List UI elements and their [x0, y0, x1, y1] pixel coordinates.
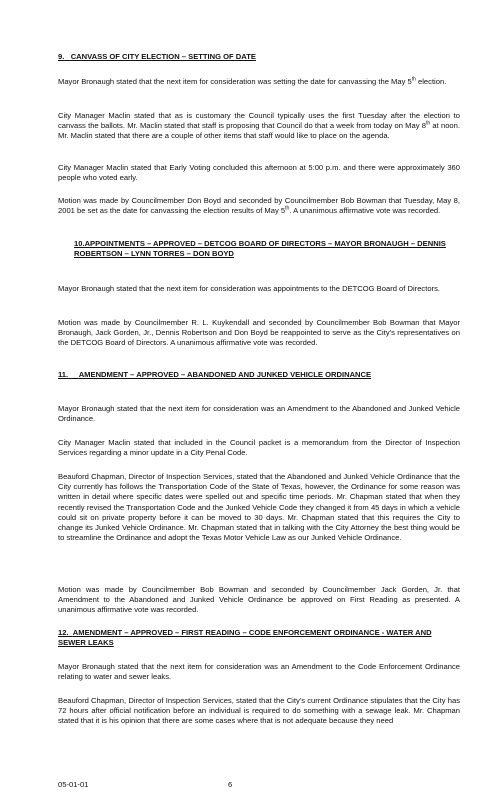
section-heading-9: [58, 52, 460, 62]
paragraph: Motion was made by Councilmember R. L. Kuykendall and seconded by Councilmember Bob Bowman that Mayor Bronaugh, Jack Gorden, Jr., Dennis Robertson and Don Boyd be reappointed to serve as the City's representatives on the DETCOG Board of Directors. A unanimous affirmative vote was recorded.: [58, 318, 460, 348]
paragraph: Beauford Chapman, Director of Inspection Services, stated that the City's current Ordinance stipulates that the City has 72 hours after official notification before an individual is required to do something with a sewage leak. Mr. Chapman stated that it is his opinion that there are some cases where that is not adequate because they need: [58, 696, 460, 726]
section-number: 11.: [58, 370, 69, 379]
section-heading-text: CANVASS OF CITY ELECTION – SETTING OF DATE: [70, 52, 256, 61]
paragraph: Mayor Bronaugh stated that the next item for consideration was setting the date for canvassing the May 5th election.: [58, 76, 447, 86]
section-heading-10: [74, 239, 460, 259]
section-heading-12: [58, 628, 460, 648]
paragraph: City Manager Maclin stated that Early Voting concluded this afternoon at 5:00 p.m. and there were approximately 360 people who voted early.: [58, 163, 460, 183]
paragraph: City Manager Maclin stated that as is customary the Council typically uses the first Tuesday after the election to canvass the ballots. Mr. Maclin stated that staff is proposing that Council do that a week from today on May 8th at noon. Mr. Maclin stated that there are a couple of other items that staff would like to place on the agenda.: [58, 111, 460, 141]
section-heading-text: AMENDMENT – APPROVED – ABANDONED AND JUNKED VEHICLE ORDINANCE: [78, 370, 372, 379]
paragraph: Motion was made by Councilmember Bob Bowman and seconded by Councilmember Jack Gorden, Jr. that Amendment to the Abandoned and Junked Vehicle Ordinance be approved on First Reading as presented. A unanimous affirmative vote was recorded.: [58, 585, 460, 615]
section-number: 9.: [58, 52, 65, 61]
section-heading-text: APPOINTMENTS – APPROVED – DETCOG BOARD OF DIRECTORS – MAYOR BRONAUGH – DENNIS ROBERTSON – LYNN TORRES – DON BOYD: [74, 239, 446, 259]
paragraph: Mayor Bronaugh stated that the next item for consideration was an Amendment to the Code Enforcement Ordinance relating to water and sewer leaks.: [58, 662, 460, 682]
paragraph: Mayor Bronaugh stated that the next item for consideration was appointments to the DETCOG Board of Directors.: [58, 284, 440, 293]
paragraph: Mayor Bronaugh stated that the next item for consideration was an Amendment to the Abandoned and Junked Vehicle Ordinance.: [58, 404, 460, 424]
page-number: 6: [228, 780, 233, 789]
paragraph: City Manager Maclin stated that included in the Council packet is a memorandum from the Director of Inspection Services regarding a minor update in a City Penal Code.: [58, 438, 460, 458]
paragraph: Beauford Chapman, Director of Inspection Services, stated that the Abandoned and Junked Vehicle Ordinance that the City currently has follows the Transportation Code of the State of Texas, however, the Ordinance for some reason was written in detail where specific dates were spelled out and specific time periods. Mr. Chapman stated that when they recently revised the Transportation Code and the Junked Vehicle Code they changed it from 45 days in which a vehicle could sit on private property before it can be moved to 30 days. Mr. Chapman stated that this requires the City to change its Junked Vehicle Ordinance. Mr. Chapman stated that in talking with the City Attorney the best thing would be to streamline the Ordinance and adopt the Texas Motor Vehicle Law as our Junked Vehicle Ordinance.: [58, 472, 460, 543]
section-heading-11: [58, 370, 460, 380]
section-number: 12.: [58, 628, 69, 637]
footer-date: 05-01-01: [58, 780, 89, 789]
section-heading-text: AMENDMENT – APPROVED – FIRST READING – CODE ENFORCEMENT ORDINANCE - WATER AND SEWER LEAKS: [58, 628, 432, 648]
section-number: 10.: [74, 239, 85, 248]
paragraph: Motion was made by Councilmember Don Boyd and seconded by Councilmember Bob Bowman that Tuesday, May 8, 2001 be set as the date for canvassing the election results of May 5th. A unanimous affirmative vote was recorded.: [58, 196, 460, 216]
